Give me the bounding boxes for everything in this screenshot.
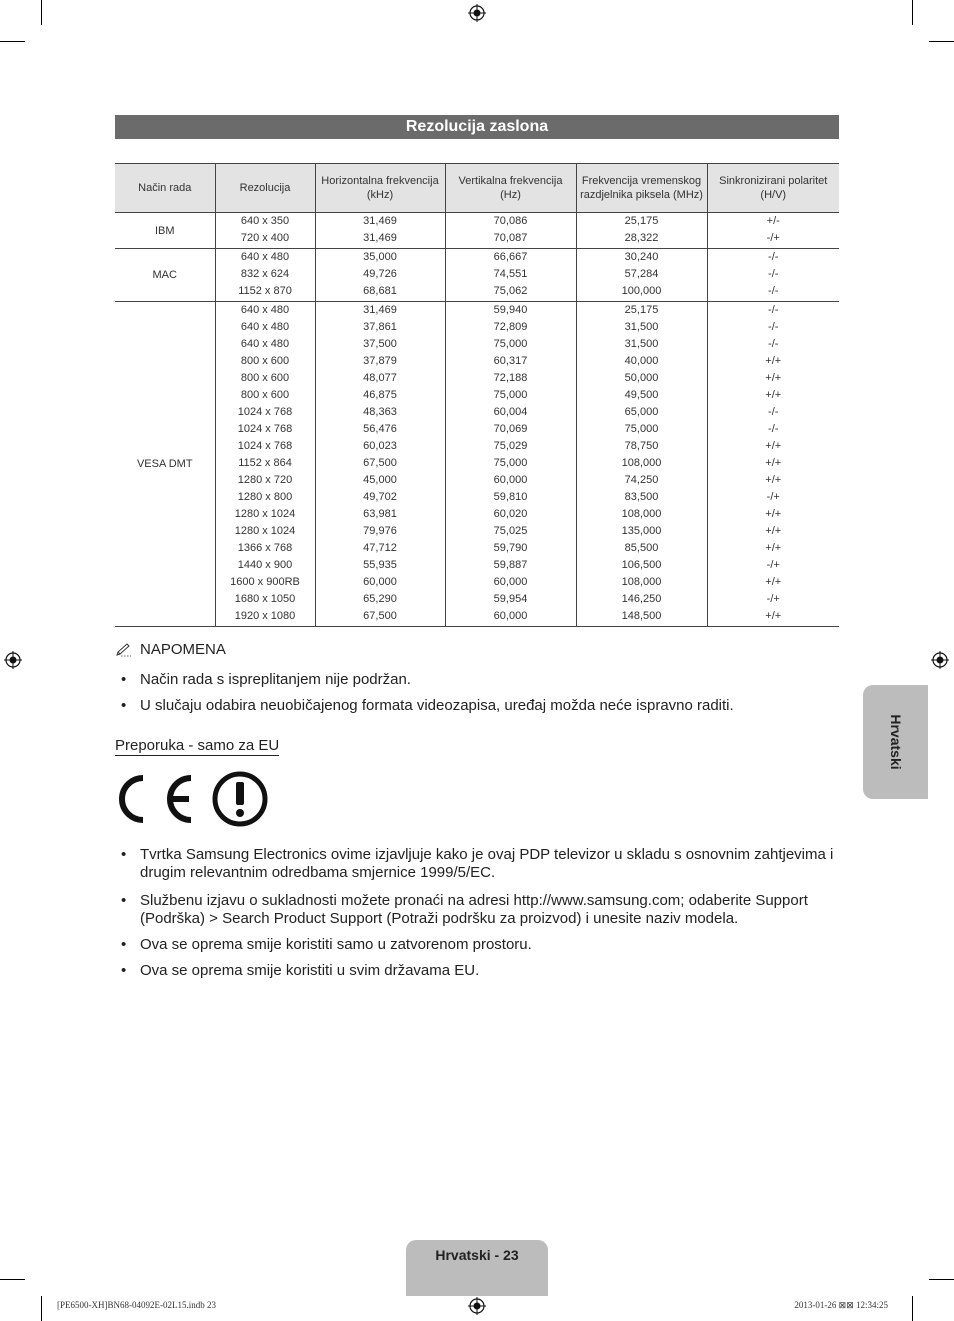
column-header: Frekvencija vremenskog razdjelnika piksela (MHz) [576, 164, 707, 213]
cell-value: 135,000 [621, 525, 662, 537]
recommendation-heading: Preporuka - samo za EU [115, 737, 280, 754]
cell-value: -/+ [766, 593, 780, 605]
cell-value: 1280 x 800 [237, 491, 293, 503]
cell-value: 75,029 [493, 440, 528, 452]
cell-value: -/- [768, 304, 779, 316]
cell-value: 66,667 [493, 251, 528, 263]
cell-value: 28,322 [624, 232, 659, 244]
crop-mark [0, 1279, 25, 1280]
registration-mark-icon [468, 4, 486, 22]
cell-value: 31,500 [624, 321, 659, 333]
registration-mark-icon [931, 651, 949, 669]
cell-value: 720 x 400 [240, 232, 290, 244]
mode-cell: VESA DMT [115, 302, 215, 627]
cell-value: +/+ [765, 508, 782, 520]
crop-mark [929, 1279, 954, 1280]
cell-value: 640 x 480 [240, 338, 290, 350]
cell-value: 37,500 [363, 338, 397, 350]
registration-mark-icon [4, 651, 22, 669]
cell-value: 75,000 [493, 389, 528, 401]
cell-value: -/- [768, 251, 779, 263]
cell-value: 59,940 [493, 304, 528, 316]
cell-value: 49,500 [624, 389, 659, 401]
horizontal-frequency-cell [315, 249, 445, 302]
sync-polarity-cell [707, 302, 839, 627]
cell-value: 70,086 [493, 215, 528, 227]
column-header: Rezolucija [215, 164, 315, 213]
cell-value: 60,000 [493, 610, 528, 622]
cell-value: 59,790 [493, 542, 528, 554]
cell-value: 1152 x 870 [238, 285, 292, 297]
mode-cell: MAC [115, 249, 215, 302]
vertical-frequency-cell [445, 302, 576, 627]
crop-mark [0, 41, 25, 42]
language-side-tab-label: Hrvatski [887, 714, 904, 770]
cell-value: 1680 x 1050 [234, 593, 296, 605]
cell-value: 56,476 [363, 423, 397, 435]
cell-value: 1280 x 1024 [234, 508, 296, 520]
sync-polarity-cell [707, 249, 839, 302]
cell-value: -/+ [766, 559, 780, 571]
cell-value: +/- [766, 215, 780, 227]
note-list [115, 671, 839, 715]
resolution-cell [215, 249, 315, 302]
cell-value: 75,000 [493, 457, 528, 469]
cell-value: +/+ [765, 542, 782, 554]
cell-value: 800 x 600 [240, 372, 290, 384]
crop-mark [41, 1296, 42, 1321]
cell-value: 1024 x 768 [237, 440, 293, 452]
resolution-cell [215, 213, 315, 249]
vertical-frequency-cell [445, 249, 576, 302]
cell-value: 31,469 [363, 215, 397, 227]
cell-value: 75,062 [493, 285, 528, 297]
cell-value: 1152 x 864 [238, 457, 292, 469]
cell-value: 75,025 [493, 525, 528, 537]
cell-value: 640 x 350 [240, 215, 290, 227]
list-item: • Tvrtka Samsung Electronics ovime izjavljuje kako je ovaj PDP televizor u skladu s osnovnim zahtjevima i drugim relevantnim odredbama smjernice 1999/5/EC. [115, 846, 839, 882]
pencil-icon [115, 643, 133, 657]
pixel-clock-cell [576, 249, 707, 302]
cell-value: 72,809 [493, 321, 528, 333]
cell-value: +/+ [765, 440, 782, 452]
cell-value: 78,750 [624, 440, 659, 452]
ce-mark-logo [117, 772, 197, 826]
cell-value: 59,887 [493, 559, 528, 571]
eu-list [115, 846, 839, 980]
cell-value: 30,240 [624, 251, 659, 263]
footer-timestamp: 2013-01-26 ⊠⊠ 12:34:25 [794, 1300, 888, 1310]
column-header: Horizontalna frekvencija (kHz) [315, 164, 445, 213]
cell-value: 106,500 [621, 559, 662, 571]
cell-value: -/- [768, 268, 779, 280]
crop-mark [912, 1296, 913, 1321]
cell-value: 640 x 480 [240, 321, 290, 333]
table-row [115, 302, 839, 627]
cell-value: -/- [768, 406, 779, 418]
cell-value: 60,000 [493, 576, 528, 588]
list-item: • Službenu izjavu o sukladnosti možete pronaći na adresi http://www.samsung.com; odaberite Support (Podrška) > Search Product Support (Potraži podršku za proizvod) i unesite naziv modela. [115, 892, 839, 928]
cell-value: 60,020 [493, 508, 528, 520]
cell-value: 640 x 480 [240, 251, 290, 263]
cell-value: 49,726 [363, 268, 397, 280]
crop-mark [912, 0, 913, 25]
pixel-clock-cell [576, 302, 707, 627]
cell-value: 60,000 [363, 576, 397, 588]
cell-value: 59,810 [493, 491, 528, 503]
cell-value: 108,000 [621, 457, 662, 469]
cell-value: 60,317 [493, 355, 528, 367]
cell-value: 65,000 [624, 406, 659, 418]
crop-mark [929, 41, 954, 42]
cell-value: +/+ [765, 610, 782, 622]
page-number-tab: Hrvatski - 23 [406, 1240, 548, 1296]
list-item: • Ova se oprema smije koristiti samo u zatvorenom prostoru. [115, 936, 839, 954]
cell-value: 49,702 [363, 491, 397, 503]
cell-value: 40,000 [624, 355, 659, 367]
cell-value: 31,500 [624, 338, 659, 350]
list-item: • U slučaju odabira neuobičajenog formata videozapisa, uređaj možda neće ispravno raditi. [115, 697, 839, 715]
cell-value: 60,004 [493, 406, 528, 418]
mode-cell: IBM [115, 213, 215, 249]
sync-polarity-cell [707, 213, 839, 249]
cell-value: 57,284 [624, 268, 659, 280]
cell-value: 68,681 [363, 285, 397, 297]
column-header: Vertikalna frekvencija (Hz) [445, 164, 576, 213]
column-header: Način rada [115, 164, 215, 213]
cell-value: 146,250 [621, 593, 662, 605]
cell-value: 1280 x 720 [237, 474, 293, 486]
horizontal-frequency-cell [315, 302, 445, 627]
cell-value: -/+ [766, 232, 780, 244]
list-item: • Način rada s ispreplitanjem nije podržan. [115, 671, 839, 689]
cell-value: +/+ [765, 355, 782, 367]
cell-value: 48,077 [363, 372, 397, 384]
cell-value: +/+ [765, 457, 782, 469]
cell-value: -/- [768, 423, 779, 435]
cell-value: 75,000 [493, 338, 528, 350]
cell-value: +/+ [765, 389, 782, 401]
cell-value: 59,954 [493, 593, 528, 605]
cell-value: 70,069 [493, 423, 528, 435]
section-title: Rezolucija zaslona [115, 115, 839, 139]
cell-value: 31,469 [363, 304, 397, 316]
cell-value: 63,981 [363, 508, 397, 520]
cell-value: 67,500 [363, 457, 397, 469]
table-row [115, 213, 839, 249]
cell-value: 640 x 480 [240, 304, 290, 316]
column-header: Sinkronizirani polaritet (H/V) [707, 164, 839, 213]
cell-value: +/+ [765, 576, 782, 588]
cell-value: 1280 x 1024 [234, 525, 296, 537]
note-title: NAPOMENA [140, 641, 226, 658]
cell-value: +/+ [765, 474, 782, 486]
cell-value: 50,000 [624, 372, 659, 384]
cell-value: 1440 x 900 [237, 559, 293, 571]
cell-value: 75,000 [624, 423, 659, 435]
cell-value: 35,000 [363, 251, 397, 263]
resolution-cell [215, 302, 315, 627]
registration-mark-icon [468, 1297, 486, 1315]
pixel-clock-cell [576, 213, 707, 249]
cell-value: 83,500 [624, 491, 659, 503]
cell-value: 67,500 [363, 610, 397, 622]
cell-value: +/+ [765, 372, 782, 384]
cell-value: 25,175 [624, 215, 659, 227]
cell-value: 1024 x 768 [237, 406, 293, 418]
cell-value: 37,861 [363, 321, 397, 333]
cell-value: 70,087 [493, 232, 528, 244]
cell-value: 55,935 [363, 559, 397, 571]
table-row [115, 249, 839, 302]
horizontal-frequency-cell [315, 213, 445, 249]
resolution-table [115, 163, 839, 627]
cell-value: 47,712 [363, 542, 397, 554]
vertical-frequency-cell [445, 213, 576, 249]
cell-value: 1024 x 768 [237, 423, 293, 435]
cell-value: 800 x 600 [240, 355, 290, 367]
cell-value: 60,023 [363, 440, 397, 452]
cell-value: 60,000 [493, 474, 528, 486]
cell-value: 108,000 [621, 508, 662, 520]
cell-value: 25,175 [624, 304, 659, 316]
cell-value: 74,250 [624, 474, 659, 486]
cell-value: 100,000 [621, 285, 662, 297]
cell-value: -/+ [766, 491, 780, 503]
cell-value: 72,188 [493, 372, 528, 384]
cell-value: 79,976 [363, 525, 397, 537]
cell-value: 37,879 [363, 355, 397, 367]
cell-value: +/+ [765, 525, 782, 537]
cell-value: 31,469 [363, 232, 397, 244]
cell-value: 800 x 600 [240, 389, 290, 401]
cell-value: 85,500 [624, 542, 659, 554]
cell-value: 148,500 [621, 610, 662, 622]
cell-value: 1920 x 1080 [234, 610, 296, 622]
cell-value: -/- [768, 321, 779, 333]
cell-value: 108,000 [621, 576, 662, 588]
cell-value: 45,000 [363, 474, 397, 486]
cell-value: 65,290 [363, 593, 397, 605]
cell-value: -/- [768, 285, 779, 297]
cell-value: 74,551 [493, 268, 528, 280]
cell-value: 832 x 624 [240, 268, 290, 280]
cell-value: 1600 x 900RB [230, 576, 300, 588]
crop-mark [41, 0, 42, 25]
cell-value: -/- [768, 338, 779, 350]
footer-file-info: [PE6500-XH]BN68-04092E-02L15.indb 23 [57, 1300, 216, 1310]
table-header-row [115, 164, 839, 213]
cell-value: 1366 x 768 [237, 542, 293, 554]
alert-mark-icon [211, 770, 269, 828]
language-side-tab [863, 685, 928, 799]
list-item: • Ova se oprema smije koristiti u svim državama EU. [115, 962, 839, 980]
cell-value: 48,363 [363, 406, 397, 418]
cell-value: 46,875 [363, 389, 397, 401]
note-heading [115, 641, 226, 658]
